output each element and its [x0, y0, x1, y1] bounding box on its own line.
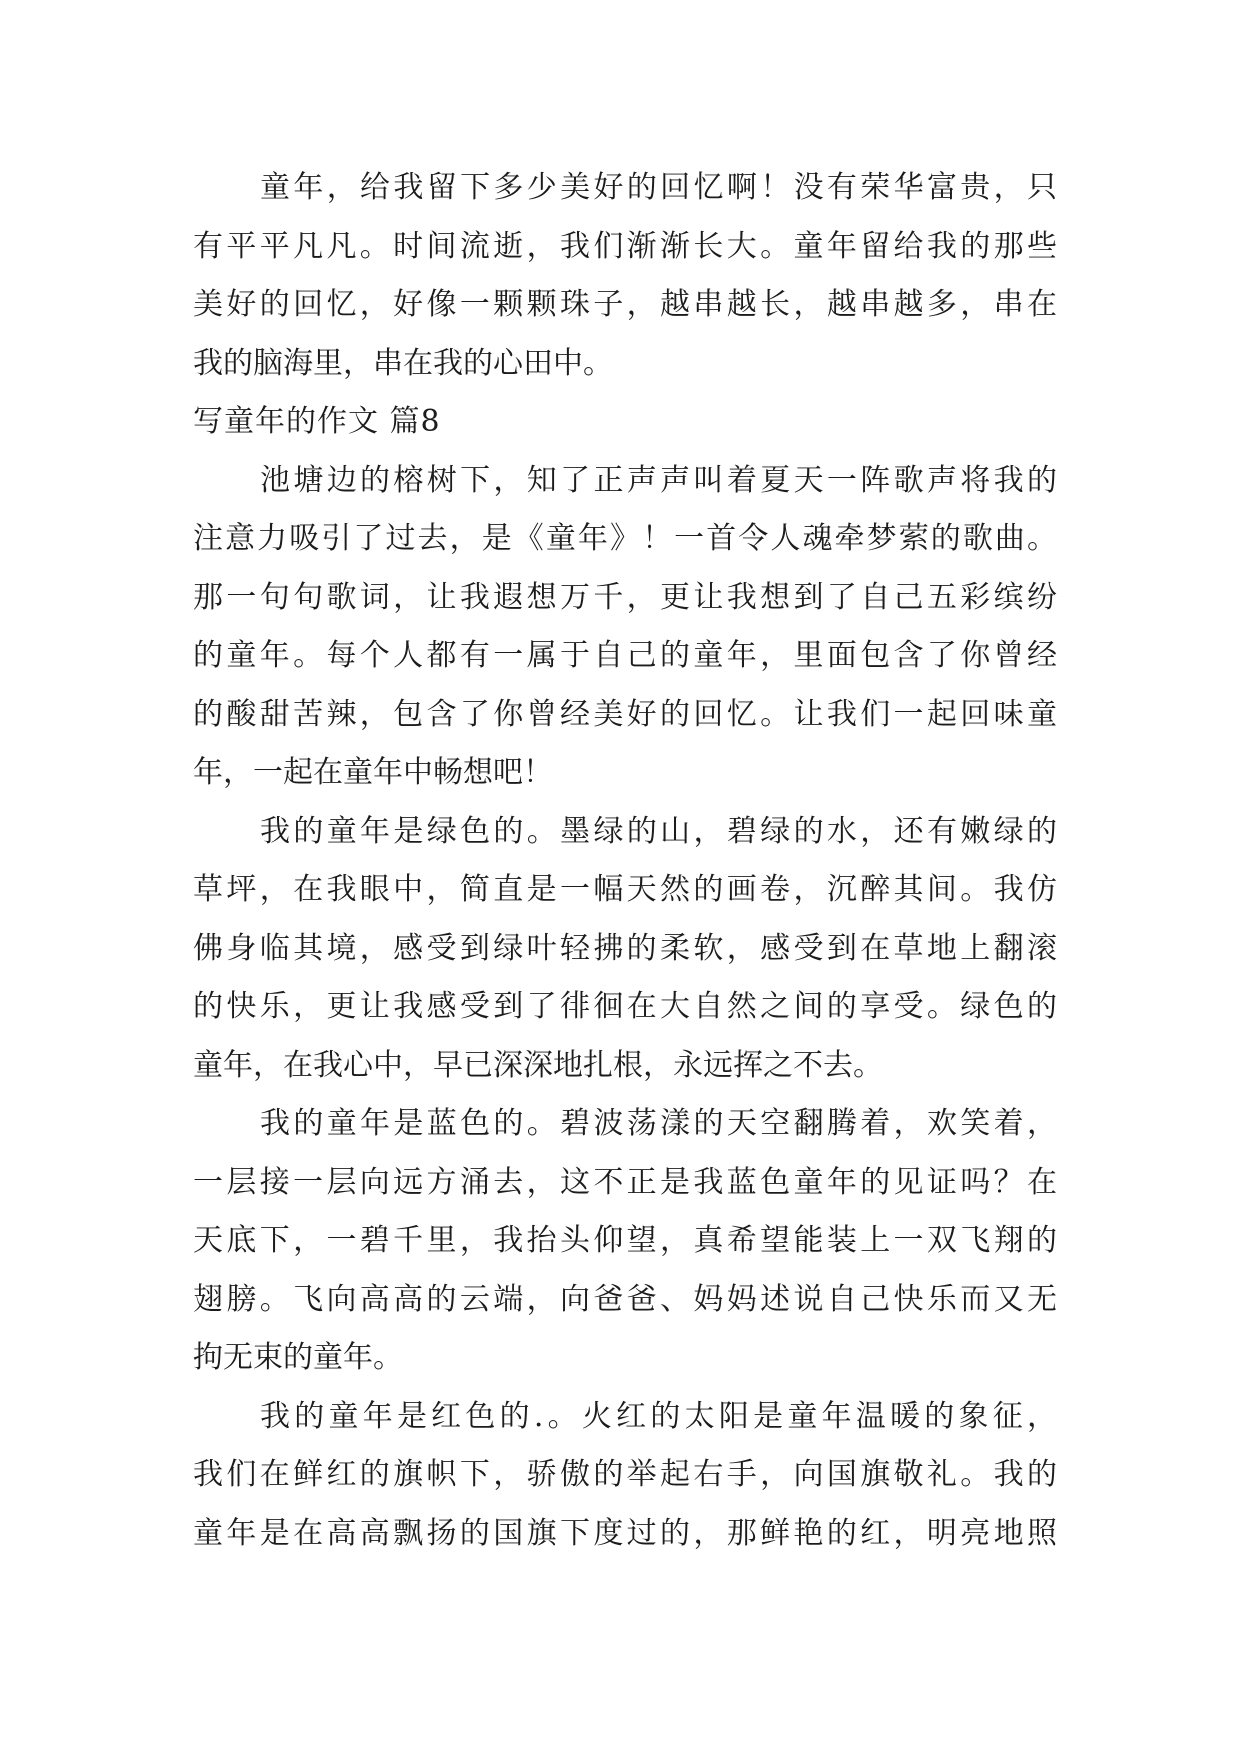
text-line: 翅膀。飞向高高的云端，向爸爸、妈妈述说自己快乐而又无 — [193, 1281, 1057, 1317]
paragraph — [193, 1388, 1057, 1564]
document-body — [193, 159, 1057, 1563]
text-line: 我的童年是红色的.。火红的太阳是童年温暖的象征， — [260, 1398, 1057, 1434]
text-line: 天底下，一碧千里，我抬头仰望，真希望能装上一双飞翔的 — [193, 1223, 1057, 1258]
text-line: 草坪，在我眼中，简直是一幅天然的画卷，沉醉其间。我仿 — [193, 872, 1057, 907]
section-title: 写童年的作文 篇8 — [193, 404, 441, 439]
text-line: 我的脑海里，串在我的心田中。 — [193, 345, 613, 381]
text-line: 我们在鲜红的旗帜下，骄傲的举起右手，向国旗敬礼。我的 — [193, 1457, 1057, 1492]
text-line: 一层接一层向远方涌去，这不正是我蓝色童年的见证吗？在 — [193, 1164, 1057, 1200]
paragraph — [193, 159, 1057, 393]
text-line: 拘无束的童年。 — [193, 1340, 403, 1375]
text-line: 池塘边的榕树下，知了正声声叫着夏天一阵歌声将我的 — [260, 462, 1057, 498]
text-line: 注意力吸引了过去，是《童年》！一首令人魂牵梦萦的歌曲。 — [193, 521, 1057, 556]
paragraph — [193, 452, 1057, 803]
text-line: 童年，在我心中，早已深深地扎根，永远挥之不去。 — [193, 1047, 883, 1083]
text-line: 童年，给我留下多少美好的回忆啊！没有荣华富贵，只 — [260, 170, 1057, 205]
text-line: 我的童年是蓝色的。碧波荡漾的天空翻腾着，欢笑着， — [260, 1106, 1057, 1141]
text-line: 的酸甜苦辣，包含了你曾经美好的回忆。让我们一起回味童 — [193, 696, 1057, 732]
text-line: 我的童年是绿色的。墨绿的山，碧绿的水，还有嫩绿的 — [260, 813, 1057, 849]
text-line: 那一句句歌词，让我遐想万千，更让我想到了自己五彩缤纷 — [193, 579, 1057, 615]
text-line: 年，一起在童年中畅想吧！ — [193, 755, 553, 790]
text-line: 佛身临其境，感受到绿叶轻拂的柔软，感受到在草地上翻滚 — [193, 930, 1057, 966]
text-line: 的童年。每个人都有一属于自己的童年，里面包含了你曾经 — [193, 638, 1057, 673]
text-line: 童年是在高高飘扬的国旗下度过的，那鲜艳的红，明亮地照 — [193, 1515, 1057, 1551]
text-line: 美好的回忆，好像一颗颗珠子，越串越长，越串越多，串在 — [193, 287, 1057, 322]
paragraph — [193, 803, 1057, 1096]
text-line: 的快乐，更让我感受到了徘徊在大自然之间的享受。绿色的 — [193, 989, 1057, 1024]
paragraph — [193, 1095, 1057, 1388]
text-line: 有平平凡凡。时间流逝，我们渐渐长大。童年留给我的那些 — [193, 228, 1057, 264]
